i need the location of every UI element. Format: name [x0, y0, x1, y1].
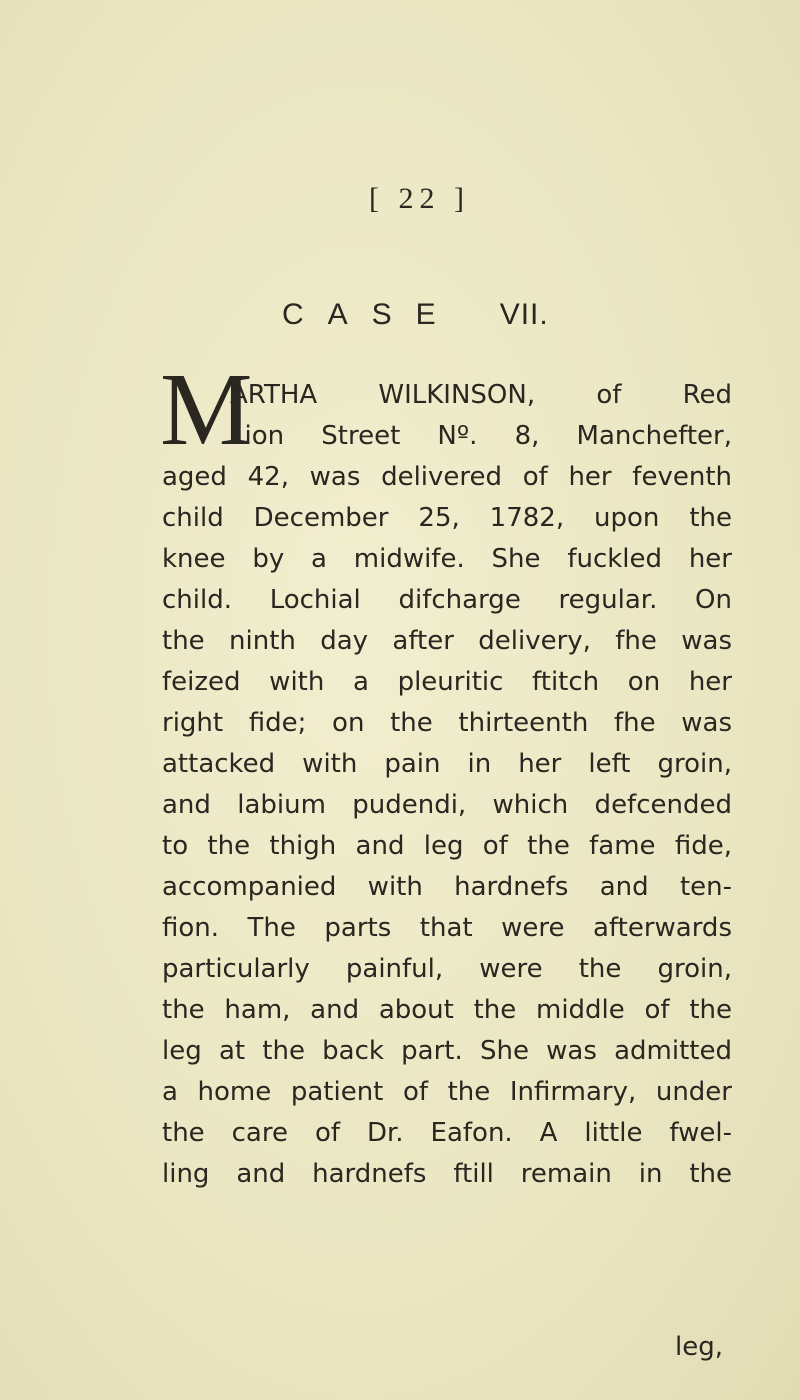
text-line: leg at the back part. She was admitted	[162, 1036, 732, 1066]
text-line: child. Lochial difcharge regular. On	[162, 585, 732, 615]
text-line: right fide; on the thirteenth fhe was	[162, 708, 732, 738]
case-heading	[282, 298, 549, 332]
text-line: feized with a pleuritic ftitch on her	[162, 667, 732, 697]
case-number: VII.	[499, 298, 549, 331]
text-line: attacked with pain in her left groin,	[162, 749, 732, 779]
text-line: and labium pudendi, which defcended	[162, 790, 732, 820]
text-line: Lion Street Nº. 8, Manchefter,	[230, 421, 732, 451]
text-line: the ninth day after delivery, fhe was	[162, 626, 732, 656]
text-line: child December 25, 1782, upon the	[162, 503, 732, 533]
text-line: accompanied with hardnefs and ten-	[162, 872, 732, 902]
text-line: aged 42, was delivered of her feventh	[162, 462, 732, 492]
text-line: particularly painful, were the groin,	[162, 954, 732, 984]
text-line: the care of Dr. Eafon. A little fwel-	[162, 1118, 732, 1148]
text-line: ling and hardnefs ftill remain in the	[162, 1159, 732, 1189]
text-line: ARTHA WILKINSON, of Red	[230, 380, 732, 410]
drop-cap: M	[160, 352, 253, 467]
case-word: CASE	[282, 298, 460, 331]
page-number: [ 22 ]	[369, 182, 470, 215]
text-line: the ham, and about the middle of the	[162, 995, 732, 1025]
text-line: knee by a midwife. She fuckled her	[162, 544, 732, 574]
text-line: to the thigh and leg of the fame fide,	[162, 831, 732, 861]
catchword: leg,	[675, 1332, 723, 1362]
text-line: a home patient of the Infirmary, under	[162, 1077, 732, 1107]
text-line: fion. The parts that were afterwards	[162, 913, 732, 943]
